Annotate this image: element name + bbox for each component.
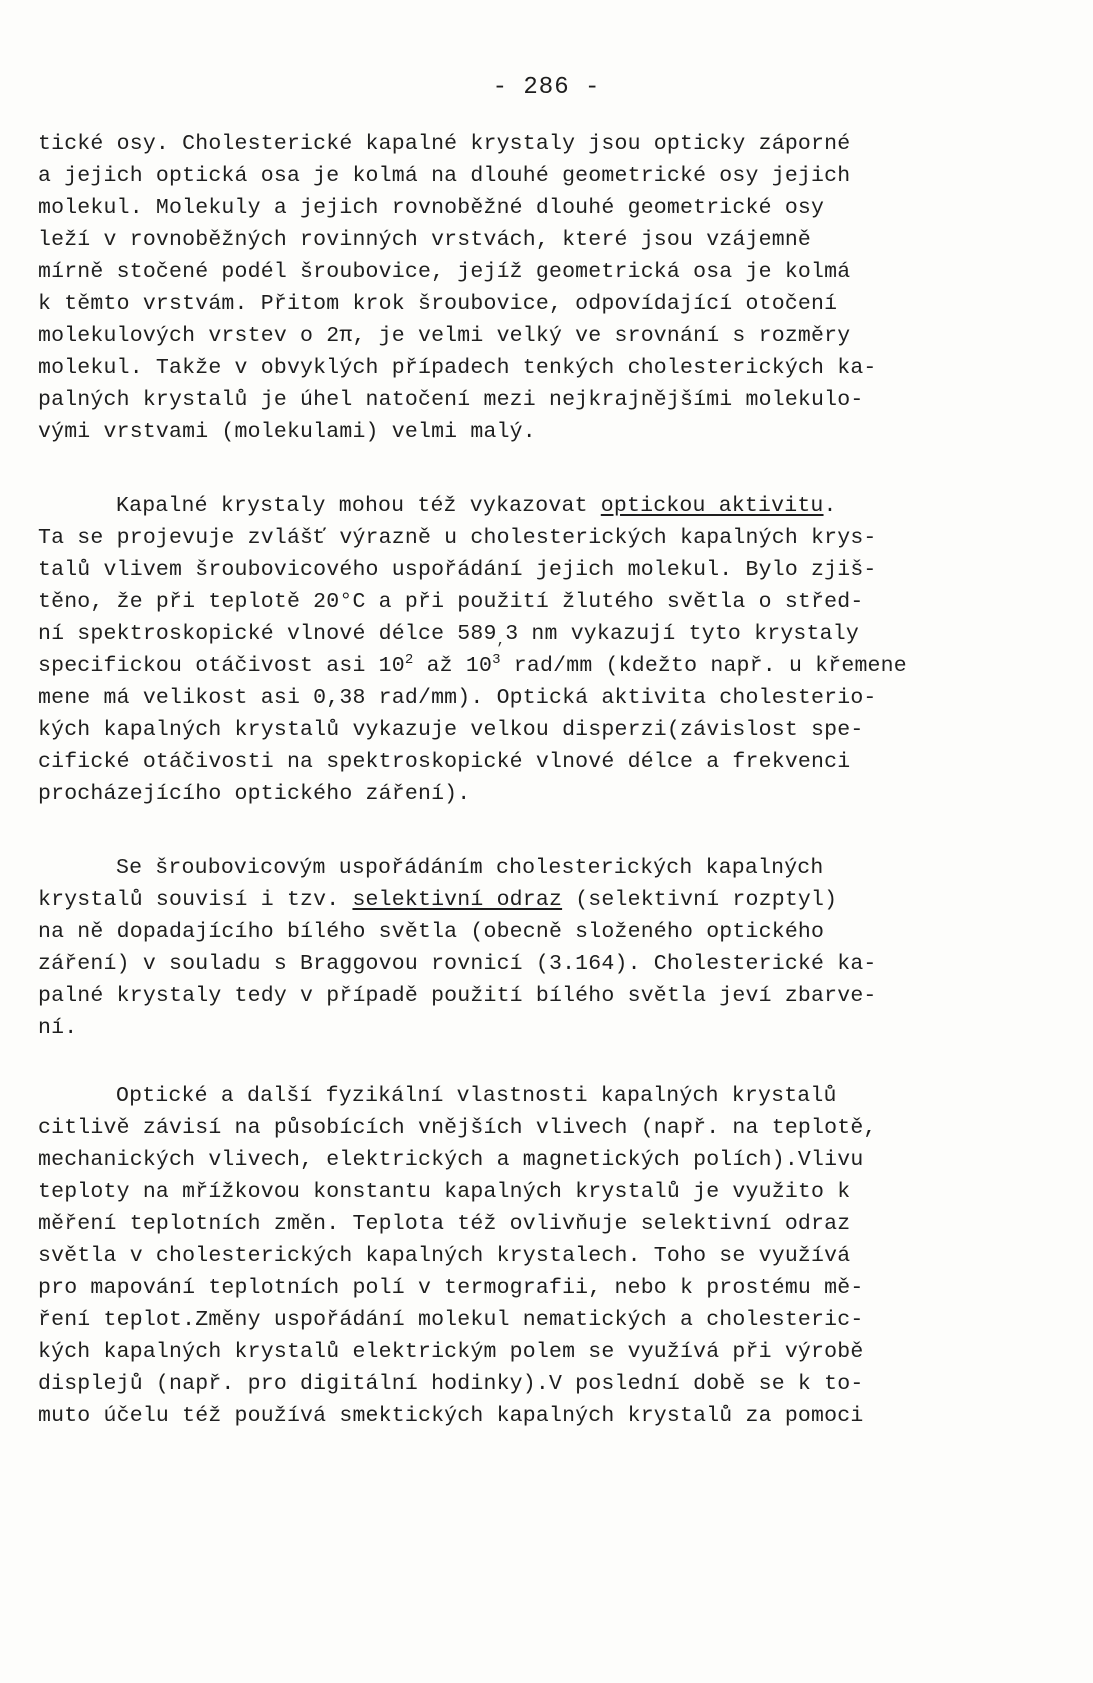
text-line: procházejícího optického záření). xyxy=(38,782,471,806)
text-line: mene má velikost asi 0,38 rad/mm). Optická aktivita cholesterio- xyxy=(38,686,877,710)
text-line: k těmto vrstvám. Přitom krok šroubovice, odpovídající otočení xyxy=(38,292,838,316)
text-line: molekul. Takže v obvyklých případech tenkých cholesterických ka- xyxy=(38,356,877,380)
text-run: (selektivní rozptyl) xyxy=(562,888,838,912)
text-line: kých kapalných krystalů vykazuje velkou disperzi(závislost spe- xyxy=(38,718,864,742)
decimal-comma: , xyxy=(496,633,506,649)
text-line xyxy=(38,650,1068,682)
paragraph-2 xyxy=(38,490,1068,810)
text-line: molekulových vrstev o 2π, je velmi velký ve srovnání s rozměry xyxy=(38,324,851,348)
text-line: ní. xyxy=(38,1016,78,1040)
text-run: . xyxy=(823,494,837,518)
text-line: a jejich optická osa je kolmá na dlouhé geometrické osy jejich xyxy=(38,164,851,188)
text-line: Se šroubovicovým uspořádáním cholesterických kapalných xyxy=(116,856,824,880)
text-line: kých kapalných krystalů elektrickým polem se využívá při výrobě xyxy=(38,1340,864,1364)
text-line: cifické otáčivosti na spektroskopické vlnové délce a frekvenci xyxy=(38,750,851,774)
text-line: Optické a další fyzikální vlastnosti kapalných krystalů xyxy=(116,1084,837,1108)
underlined-term: selektivní odraz xyxy=(352,888,563,912)
text-line: leží v rovnoběžných rovinných vrstvách, které jsou vzájemně xyxy=(38,228,812,252)
text-line xyxy=(38,618,1068,650)
text-line: záření) v souladu s Braggovou rovnicí (3.164). Cholesterické ka- xyxy=(38,952,877,976)
text-line: tické osy. Cholesterické kapalné krystaly jsou opticky záporné xyxy=(38,132,851,156)
text-run: rad/mm (kdežto např. u křemene xyxy=(500,654,907,678)
text-line: měření teplotních změn. Teplota též ovlivňuje selektivní odraz xyxy=(38,1212,851,1236)
superscript: 3 xyxy=(492,651,501,668)
text-line: talů vlivem šroubovicového uspořádání jejich molekul. Bylo zjiš- xyxy=(38,558,877,582)
text-line: ření teplot.Změny uspořádání molekul nematických a cholesteric- xyxy=(38,1308,864,1332)
text-line: palných krystalů je úhel natočení mezi nejkrajnějšími molekulo- xyxy=(38,388,864,412)
text-line: světla v cholesterických kapalných krystalech. Toho se využívá xyxy=(38,1244,851,1268)
page-number: - 286 - xyxy=(492,74,601,101)
text-run: krystalů souvisí i tzv. xyxy=(38,888,353,912)
text-line: na ně dopadajícího bílého světla (obecně složeného optického xyxy=(38,920,825,944)
text-line: molekul. Molekuly a jejich rovnoběžné dlouhé geometrické osy xyxy=(38,196,825,220)
superscript: 2 xyxy=(404,651,414,668)
text-run: Kapalné krystaly mohou též vykazovat xyxy=(116,494,601,518)
underlined-term: optickou aktivitu xyxy=(600,494,824,518)
text-line: mechanických vlivech, elektrických a magnetických polích).Vlivu xyxy=(38,1148,864,1172)
paragraph-3 xyxy=(38,852,1068,1044)
text-run: až 10 xyxy=(413,654,493,678)
text-line: palné krystaly tedy v případě použití bílého světla jeví zbarve- xyxy=(38,984,877,1008)
paragraph-4 xyxy=(38,1080,1068,1432)
text-line: muto účelu též používá smektických kapalných krystalů za pomoci xyxy=(38,1404,864,1428)
text-line: pro mapování teplotních polí v termografii, nebo k prostému mě- xyxy=(38,1276,864,1300)
text-line xyxy=(38,884,1068,916)
text-run: specifickou otáčivost asi 10 xyxy=(38,654,405,678)
text-run: 3 nm vykazují tyto krystaly xyxy=(505,622,859,646)
text-line xyxy=(38,490,1068,522)
text-line: citlivě závisí na působících vnějších vlivech (např. na teplotě, xyxy=(38,1116,877,1140)
text-line: vými vrstvami (molekulami) velmi malý. xyxy=(38,420,536,444)
text-line: displejů (např. pro digitální hodinky).V poslední době se k to- xyxy=(38,1372,864,1396)
paragraph-1 xyxy=(38,128,1068,448)
text-run: ní spektroskopické vlnové délce 589 xyxy=(38,622,497,646)
text-line: Ta se projevuje zvlášť výrazně u cholesterických kapalných krys- xyxy=(38,526,877,550)
text-line: mírně stočené podél šroubovice, jejíž geometrická osa je kolmá xyxy=(38,260,851,284)
text-line: těno, že při teplotě 20°C a při použití žlutého světla o střed- xyxy=(38,590,864,614)
text-line: teploty na mřížkovou konstantu kapalných krystalů je využito k xyxy=(38,1180,851,1204)
